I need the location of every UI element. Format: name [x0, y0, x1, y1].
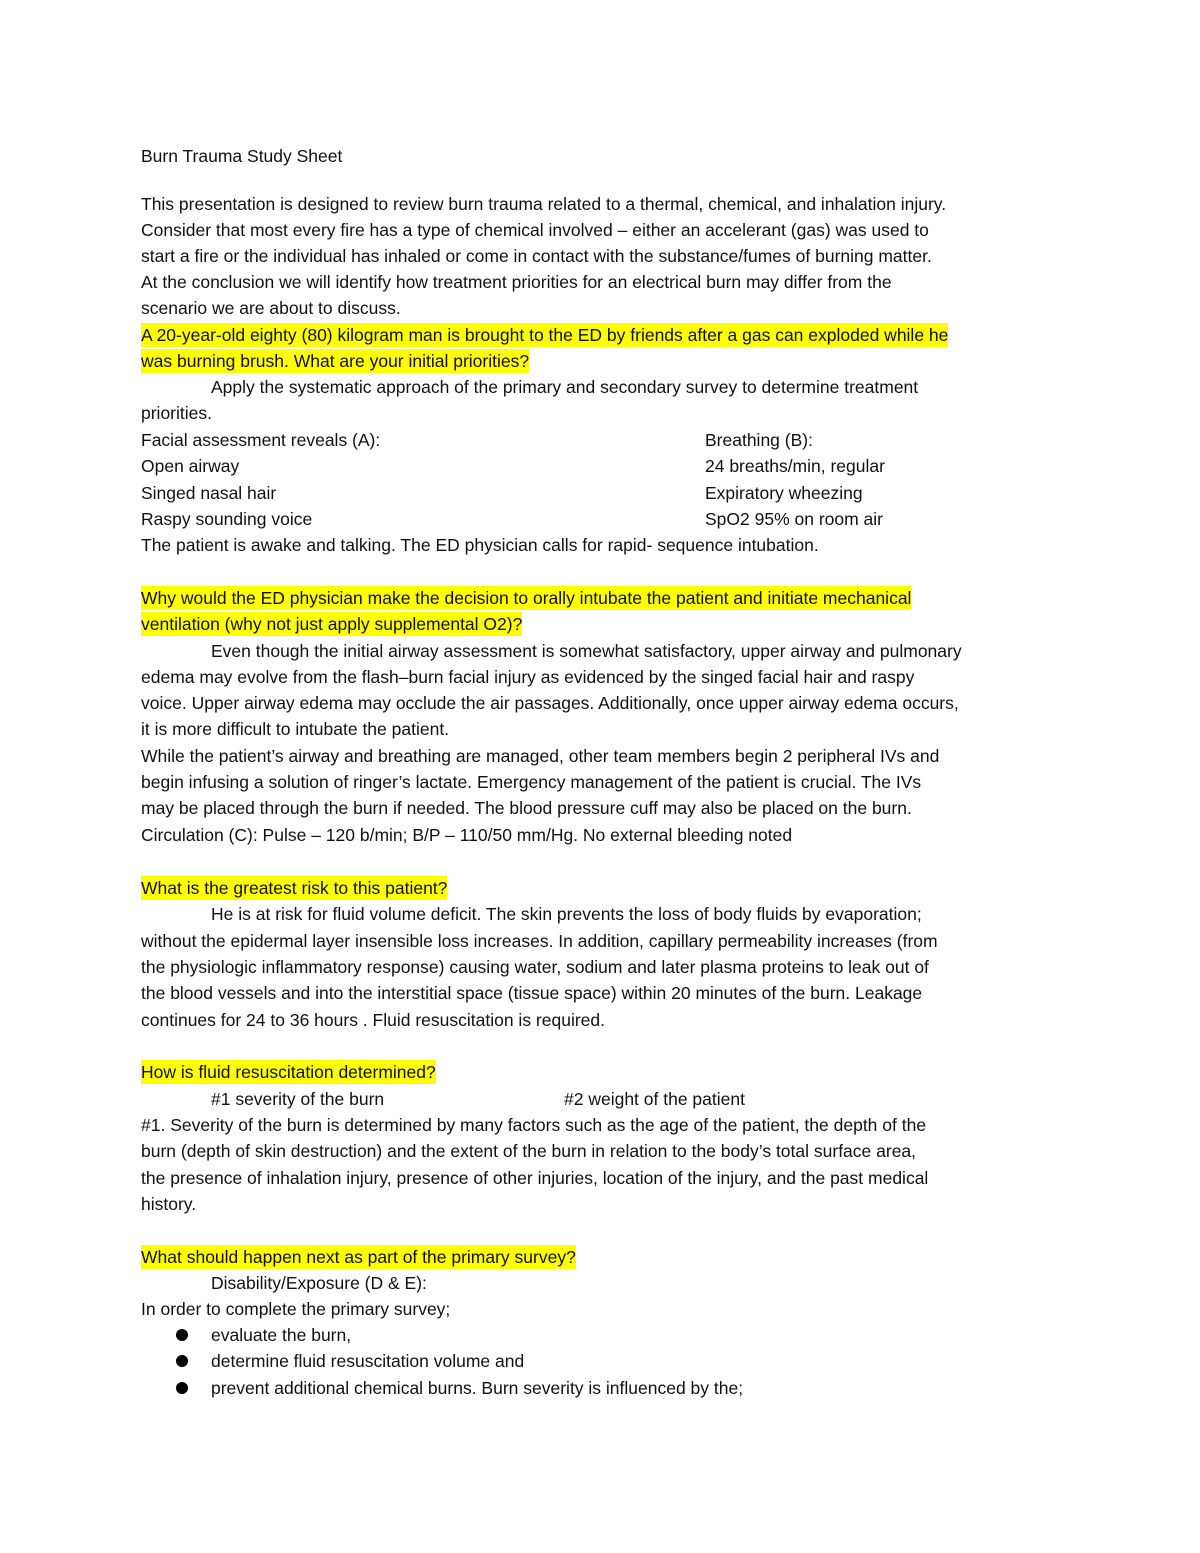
severity-line: history. [141, 1194, 197, 1214]
bullet-icon [176, 1355, 188, 1367]
team-line: may be placed through the burn if needed. The blood pressure cuff may also be placed on the burn. [141, 798, 912, 818]
team-line: While the patient’s airway and breathing are managed, other team members begin 2 peripheral IVs and [141, 746, 940, 766]
answer-line: continues for 24 to 36 hours . Fluid resuscitation is required. [141, 1010, 605, 1030]
team-line: begin infusing a solution of ringer’s lactate. Emergency management of the patient is crucial. The IVs [141, 772, 922, 792]
question-primary-survey: What should happen next as part of the primary survey? [141, 1247, 576, 1267]
question-risk: What is the greatest risk to this patient? [141, 878, 448, 898]
intro-line: At the conclusion we will identify how treatment priorities for an electrical burn may differ from the [141, 272, 892, 292]
question-scenario-line: A 20-year-old eighty (80) kilogram man is brought to the ED by friends after a gas can exploded while he [141, 325, 949, 345]
intro-line: This presentation is designed to review burn trauma related to a thermal, chemical, and inhalation injury. [141, 194, 947, 214]
disability-heading: Disability/Exposure (D & E): [211, 1273, 427, 1293]
answer-line: Even though the initial airway assessment is somewhat satisfactory, upper airway and pulmonary [211, 641, 962, 661]
intro-line: scenario we are about to discuss. [141, 298, 401, 318]
breathing-heading: Breathing (B): [705, 430, 813, 450]
answer-line: the physiologic inflammatory response) causing water, sodium and later plasma proteins to leak out of [141, 957, 929, 977]
answer-line: Apply the systematic approach of the primary and secondary survey to determine treatment [211, 377, 919, 397]
severity-line: the presence of inhalation injury, presence of other injuries, location of the injury, and the past medical [141, 1168, 929, 1188]
breathing-finding: Expiratory wheezing [705, 483, 863, 503]
bullet-item: determine fluid resuscitation volume and [211, 1351, 525, 1371]
bullet-icon [176, 1329, 188, 1341]
airway-finding: Raspy sounding voice [141, 509, 313, 529]
intro-line: Consider that most every fire has a type of chemical involved – either an accelerant (gas) was used to [141, 220, 929, 240]
airway-finding: Open airway [141, 456, 240, 476]
intro-line: start a fire or the individual has inhaled or come in contact with the substance/fumes of burning matter. [141, 246, 932, 266]
question-intubation-line: ventilation (why not just apply supplemental O2)? [141, 614, 523, 634]
question-scenario-line: was burning brush. What are your initial priorities? [141, 351, 530, 371]
answer-line: priorities. [141, 403, 212, 423]
answer-line: the blood vessels and into the interstitial space (tissue space) within 20 minutes of the burn. Leakage [141, 983, 923, 1003]
severity-line: #1. Severity of the burn is determined by many factors such as the age of the patient, the depth of the [141, 1115, 927, 1135]
breathing-finding: 24 breaths/min, regular [705, 456, 885, 476]
airway-finding: Singed nasal hair [141, 483, 277, 503]
intubation-text: The patient is awake and talking. The ED physician calls for rapid- sequence intubation. [141, 535, 819, 555]
bullet-item: evaluate the burn, [211, 1325, 352, 1345]
question-fluid: How is fluid resuscitation determined? [141, 1062, 436, 1082]
question-intubation-line: Why would the ED physician make the decision to orally intubate the patient and initiate mechanical [141, 588, 912, 608]
answer-line: it is more difficult to intubate the patient. [141, 719, 450, 739]
circulation-text: Circulation (C): Pulse – 120 b/min; B/P – 110/50 mm/Hg. No external bleeding noted [141, 825, 793, 845]
answer-line: edema may evolve from the flash–burn facial injury as evidenced by the singed facial hair and raspy [141, 667, 915, 687]
answer-line: He is at risk for fluid volume deficit. The skin prevents the loss of body fluids by evaporation; [211, 904, 922, 924]
document-title: Burn Trauma Study Sheet [141, 146, 343, 166]
factor-severity: #1 severity of the burn [211, 1089, 385, 1109]
bullet-item: prevent additional chemical burns. Burn severity is influenced by the; [211, 1378, 744, 1398]
factor-weight: #2 weight of the patient [564, 1089, 745, 1109]
answer-line: without the epidermal layer insensible loss increases. In addition, capillary permeability increases (from [141, 931, 938, 951]
airway-heading: Facial assessment reveals (A): [141, 430, 381, 450]
answer-line: voice. Upper airway edema may occlude the air passages. Additionally, once upper airway edema occurs, [141, 693, 959, 713]
breathing-finding: SpO2 95% on room air [705, 509, 884, 529]
bullet-icon [176, 1382, 188, 1394]
complete-survey-text: In order to complete the primary survey; [141, 1299, 451, 1319]
severity-line: burn (depth of skin destruction) and the extent of the burn in relation to the body’s total surface area, [141, 1141, 917, 1161]
